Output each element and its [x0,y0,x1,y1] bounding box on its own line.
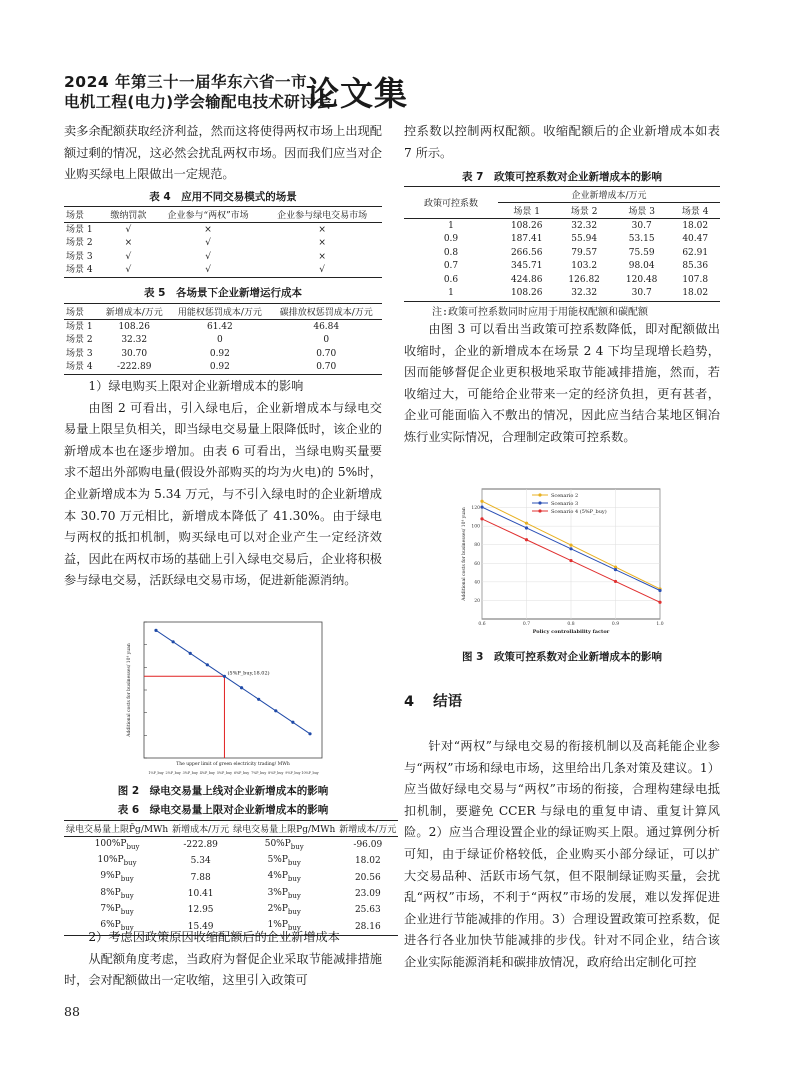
column-header: 新增成本/万元 [337,821,398,837]
series-line [156,630,310,733]
table-cell: √ [205,251,211,262]
table-cell: 30.70 [121,348,148,359]
table-cell: $50\%P_{buy}$ [264,838,304,851]
left-paragraph-3: 从配额角度考虑，当政府为督促企业采取节能减排措施时，会对配额做出一定收缩，这里引入政策可 [64,951,382,988]
table5 [64,303,382,375]
table-cell: 12.95 [187,905,214,916]
table-cell: $5\%P_{buy}$ [267,854,301,867]
table-cell: × [318,224,326,235]
x-tick-label: 7%P_buy [251,771,267,775]
table-cell: 场景 3 [66,251,93,262]
data-point [525,526,528,529]
table-cell: 1 [404,287,498,301]
left-paragraph-1: 卖多余配额获取经济利益，然而这将使得两权市场上出现配额过剩的情况，这必然会扰乱两权市场。因而我们应当对企业购买绿电上限做出一定规范。 [64,124,382,182]
table-cell: 20.56 [354,872,381,883]
column-header: 场景 4 [670,203,720,219]
data-point [206,663,209,666]
table-cell: 108.26 [118,321,150,332]
column-header: 场景 [64,207,103,223]
x-axis-label: Policy controllability factor [532,629,610,635]
table-cell: 0 [217,335,223,346]
table6-row [64,853,398,869]
y-tick-label: 100 [471,524,480,530]
x-axis-label: The upper limit of green electricity trading/ MWh [176,762,290,767]
group-header: 企业新增成本/万元 [498,187,720,203]
table-cell: 场景 2 [66,238,93,249]
data-point [480,500,483,503]
table-cell: 18.02 [670,287,720,301]
x-tick-label: 1%P_buy [148,771,164,775]
y-tick-label: 120 [471,506,480,512]
table-cell: 32.32 [121,335,148,346]
section-title: 结语 [433,694,463,710]
data-point [189,652,192,655]
right-paragraph-3: 针对“两权”与绿电交易的衔接机制以及高耗能企业参与“两权”市场和绿电市场，这里给出几条对策及建议。1）应当做好绿电交易与“两权”市场的衔接，合理构建绿电抵扣机制，要避免 CCER 与绿电的重复申请、重复计算风险。2）应当合理设置企业的绿证购买上限。通过算例分析可知，由于绿证价格较低，企业购买小部分绿证，可以扩大交易品种、活跃市场气氛，但不限制绿证购买量，会扰乱“两权”市场，不利于“两权”市场的发展，难以发挥促进企业进行节能减排的作用。3）合理设置政策可控系数，促进各行各业加快节能减排的步伐。针对不同企业，结合该企业实际能源消耗和碳排放情况，政府给出定制化可控 [404,739,720,969]
subheading-1: 1）绿电购买上限对企业新增成本的影响 [88,379,304,393]
table-cell: 场景 1 [66,224,93,235]
table-cell: √ [154,264,262,278]
table-cell: 0.92 [169,361,270,375]
x-tick-label: 10%P_buy [301,771,319,775]
proceedings-label: 论文集 [306,74,408,113]
table-cell: 0.7 [443,261,459,272]
data-point [658,601,661,604]
section-heading [404,690,462,711]
data-point [154,629,157,632]
table-cell: -96.09 [353,839,383,850]
table-cell: 46.84 [313,321,340,332]
data-point [658,589,661,592]
y-tick-label: 80 [474,543,480,549]
data-point [274,709,277,712]
column-header: 场景 [64,304,99,320]
table4-caption: 表 4 应用不同交易模式的场景 [149,191,297,203]
table-cell: 30.7 [631,220,652,231]
table5-row [64,320,382,334]
table-cell: 107.8 [682,274,709,285]
table-cell: $8\%P_{buy}$ [100,887,134,900]
table-cell: √ [205,238,211,249]
table4 [64,206,382,278]
table-cell: 187.41 [510,234,543,245]
column-header: 绿电交易量上限Pg/MWh [231,821,337,837]
table-cell: × [124,238,133,249]
figure2-caption: 图 2 绿电交易量上线对企业新增成本的影响 [117,785,329,797]
table-cell: 40.47 [682,234,709,245]
table-cell: 15.49 [170,919,231,936]
table-cell: 18.02 [354,856,381,867]
right-paragraph-1: 控系数以控制两权配额。收缩配额后的企业新增成本如表 7 所示。 [404,124,720,160]
column-header: 新增成本/万元 [170,821,231,837]
x-tick-label: 5%P_buy [216,771,233,775]
table-cell: 0.9 [443,234,459,245]
column-header: 场景 3 [613,203,670,219]
table-cell: $3\%P_{buy}$ [267,887,301,900]
table-cell: 266.56 [510,247,543,258]
table-cell: × [318,238,326,249]
table-cell: 场景 4 [64,361,99,375]
table-cell: $7\%P_{buy}$ [100,904,134,916]
data-point [525,538,528,541]
table6-row [64,837,398,854]
table5-row [64,334,382,348]
data-point [480,517,483,520]
table-cell: 0 [323,335,330,346]
column-header: 绿电交易量上限P̄g/MWh [64,821,170,837]
table-cell: -222.89 [183,839,218,850]
data-point [291,721,294,724]
table4-row [64,264,382,278]
table-cell: 30.7 [613,287,670,301]
table6-row [64,870,398,886]
column-header: 企业参与绿电交易市场 [262,207,382,223]
table-cell: 5.34 [190,856,211,867]
y-tick-label: 20 [474,598,480,604]
column-header: 企业参与“两权”市场 [154,207,262,223]
data-point [614,580,617,583]
table-cell: $9\%P_{buy}$ [100,871,134,884]
highlight-annotation: (5%P_buy,18.02) [227,670,270,677]
table-cell: 108.26 [510,220,543,231]
data-point [240,686,243,689]
column-header: 场景 2 [555,203,612,219]
table-cell: 32.32 [555,287,612,301]
page-number: 88 [64,1004,80,1019]
table7-row [404,219,720,233]
table-cell: √ [125,224,132,235]
table7-row [404,233,720,247]
y-axis-label: Additional costs for businesses/ 10⁴ yuan [462,507,467,601]
table-cell: √ [103,264,154,278]
y-axis-label: Additional costs for businesses/ 10⁴ yuan [127,643,132,737]
table-cell: 98.04 [628,261,655,272]
figure-3 [456,485,668,643]
table-cell: 25.63 [354,905,381,916]
x-tick-label: 0.9 [611,622,620,627]
figure-2 [118,618,328,776]
data-point [257,698,260,701]
table7-caption: 表 7 政策可控系数对企业新增成本的影响 [462,171,662,183]
table-cell: 126.82 [568,274,600,285]
table-cell: 23.09 [354,889,381,900]
table-cell: √ [125,251,132,262]
table-cell: 场景 1 [66,321,93,332]
table-cell: 0.8 [443,247,459,258]
x-tick-label: 2%P_buy [165,771,181,775]
table5-caption: 表 5 各场景下企业新增运行成本 [144,287,302,299]
table-cell: √ [262,264,382,278]
data-point [480,506,483,509]
section-number: 4 [404,694,415,710]
x-tick-label: 0.6 [478,622,486,627]
data-point [614,568,617,571]
table-cell: $6\%P_{buy}$ [64,919,170,936]
table-cell: 53.15 [628,234,655,245]
table-cell: 7.88 [190,872,211,883]
table-cell: 0.6 [443,274,459,285]
table4-row [64,250,382,264]
column-header: 场景 1 [498,203,555,219]
table-cell: 61.42 [206,321,233,332]
x-tick-label: 0.7 [522,622,531,627]
x-tick-label: 0.8 [567,622,575,627]
table-cell: 120.48 [625,274,658,285]
column-header: 政策可控系数 [404,187,498,219]
data-point [172,640,175,643]
left-paragraph-2: 由图 2 可看出，引入绿电后，企业新增成本与绿电交易量上限呈负相关，即当绿电交易量上限降低时，该企业的新增成本也在逐步增加。由表 6 可看出，当绿电购买量要求不超出外部购电量(假设外部购买的均为火电)的 5%时，企业新增成本为 5.34 万元，与不引入绿电时的企业新增成本 30.70 万元相比，新增成本降低了 41.30%。由于绿电与两权的抵扣机制，购买绿电可以对企业产生一定经济效益，因此在两权市场的基础上引入绿电交易后，企业将积极参与绿电交易，活跃绿电交易市场，促进新能源消纳。 [64,400,382,588]
table6 [64,820,397,936]
data-point [308,732,311,735]
x-tick-label: 3%P_buy [182,771,198,775]
column-header: 碳排放权惩罚成本/万元 [270,304,382,320]
figure3-caption: 图 3 政策可控系数对企业新增成本的影响 [462,651,662,663]
table5-row [64,361,382,375]
data-point [569,559,572,562]
table4-row [64,237,382,251]
left-body-2 [64,376,382,592]
table-cell: 0.70 [270,361,382,375]
table-cell: 28.16 [337,919,398,936]
table-cell: $10\%P_{buy}$ [97,854,137,867]
table-cell: 103.2 [571,261,598,272]
plot-frame [144,622,322,758]
x-tick-label: 9%P_buy [285,771,301,775]
table-cell: 0.92 [209,348,230,359]
table-cell: 108.26 [498,287,555,301]
table-cell: 424.86 [510,274,543,285]
table7-note: 注:政策可控系数同时应用于用能权配额和碳配额 [432,307,649,318]
table-cell: 0.70 [316,348,337,359]
table-cell: 62.91 [682,247,709,258]
table7-row [404,287,720,301]
y-tick-label: 60 [474,561,480,567]
table7-row [404,273,720,287]
table-cell: 10.41 [187,889,214,900]
table-cell: 79.57 [571,247,598,258]
table-cell: × [318,251,326,262]
table6-row [64,886,398,902]
column-header: 缴纳罚款 [103,207,154,223]
left-body-3 [64,927,382,992]
x-tick-label: 6%P_buy [233,771,250,775]
table7 [404,186,720,302]
table-cell: 场景 3 [66,348,93,359]
proceedings-title-line2: 电机工程(电力)学会输配电技术研讨会 [64,93,332,111]
legend-label: Scenario 4 (5%P_buy) [551,508,607,515]
legend-label: Scenario 3 [551,500,579,507]
table-cell: $4\%P_{buy}$ [267,871,301,884]
table-cell: $1\%P_{buy}$ [231,919,337,936]
proceedings-title-line1: 2024 年第三十一届华东六省一市 [64,73,308,91]
column-header: 用能权惩罚成本/万元 [169,304,270,320]
table-cell: 32.32 [571,220,598,231]
data-point [569,544,572,547]
table6-row [64,903,398,919]
y-tick-label: 40 [474,580,480,586]
table-cell: 75.59 [628,247,655,258]
table5-row [64,347,382,361]
table-cell: -222.89 [99,361,169,375]
data-point [569,547,572,550]
data-point [525,522,528,525]
table-cell: $100\%P_{buy}$ [94,838,140,851]
x-tick-label: 1.0 [656,622,664,627]
table7-row [404,260,720,274]
table-cell: 55.94 [571,234,598,245]
table-cell: 85.36 [682,261,709,272]
table-cell: $2\%P_{buy}$ [267,904,301,916]
subheading-2: 2）考虑因政策原因收缩配额后的企业新增成本 [88,930,340,944]
x-tick-label: 8%P_buy [268,771,284,775]
data-point [223,675,226,678]
table-cell: 345.71 [510,261,543,272]
legend-marker [538,501,541,504]
table-cell: 场景 4 [64,264,103,278]
table-cell: 1 [448,220,454,231]
table7-row [404,246,720,260]
table6-caption: 表 6 绿电交易量上限对企业新增成本的影响 [117,804,329,816]
table4-row [64,223,382,237]
table-cell: 场景 2 [66,335,93,346]
column-header: 新增成本/万元 [99,304,169,320]
right-paragraph-2: 由图 3 可以看出当政策可控系数降低，即对配额做出收缩时，企业的新增成本在场景 2 4 下均呈现增长趋势，因而能够督促企业更积极地采取节能减排措施，然而，若收缩过大，可能给企业带来一定的经济负担，更有甚者，企业可能面临入不敷出的情况，因此应当结合某地区铜冶炼行业实际情况，合理制定政策可控系数。 [404,322,720,444]
legend-marker [538,493,541,496]
table-cell: 18.02 [682,220,709,231]
legend-label: Scenario 2 [551,492,579,499]
x-tick-label: 4%P_buy [199,771,215,775]
table-cell: × [204,224,212,235]
legend-marker [538,509,541,512]
